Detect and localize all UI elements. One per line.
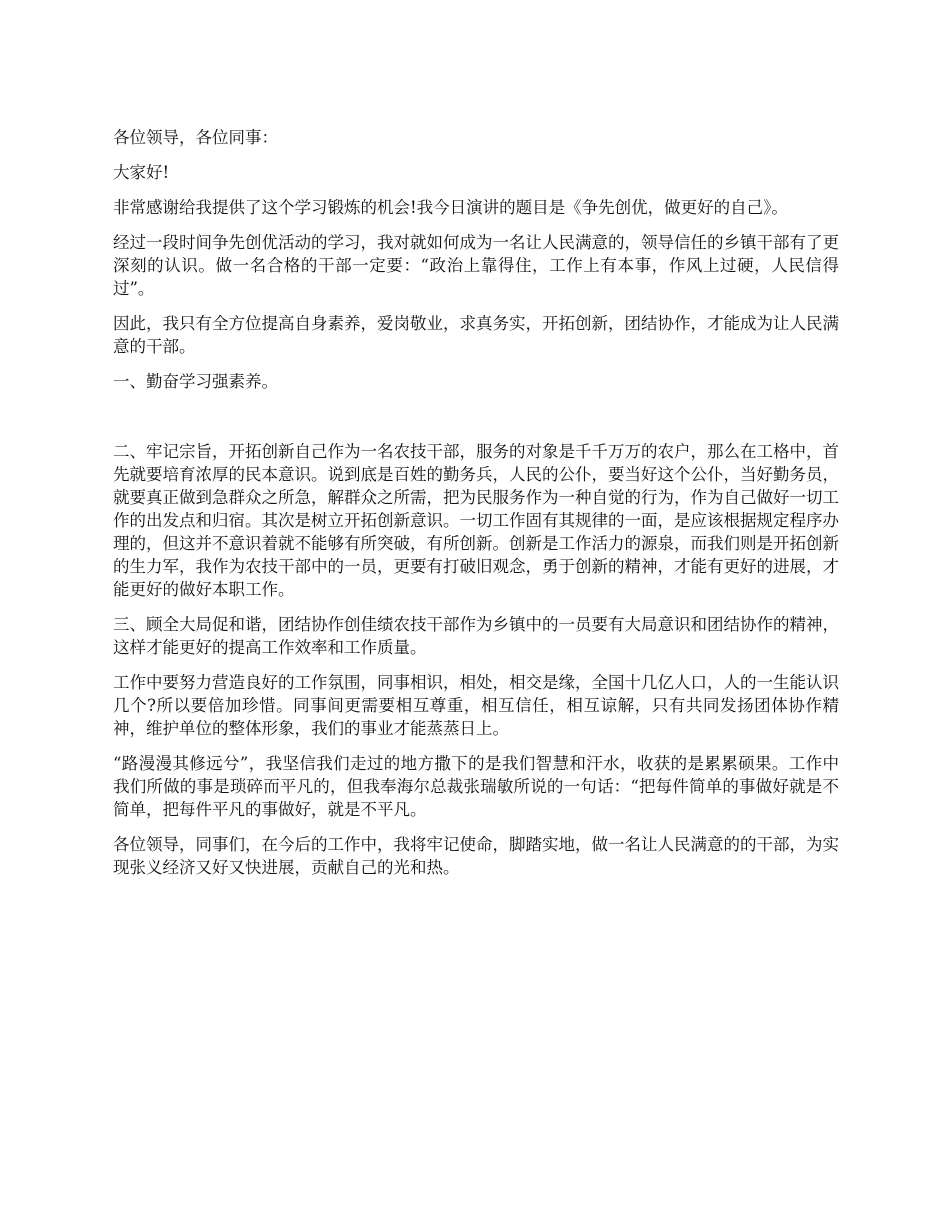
body-paragraph: 经过一段时间争先创优活动的学习，我对就如何成为一名让人民满意的，领导信任的乡镇干部有了更深刻的认识。做一名合格的干部一定要：“政治上靠得住，工作上有本事，作风上过硬，人民信得过”。 [113, 233, 839, 298]
body-paragraph: “路漫漫其修远兮”，我坚信我们走过的地方撒下的是我们智慧和汗水，收获的是累累硕果。工作中我们所做的事是琐碎而平凡的，但我奉海尔总裁张瑞敏所说的一句话：“把每件简单的事做好就是不简单，把每件平凡的事做好，就是不平凡。 [113, 754, 839, 819]
closing-paragraph: 各位领导，同事们，在今后的工作中，我将牢记使命，脚踏实地，做一名让人民满意的的干部，为实现张义经济又好又快进展，贡献自己的光和热。 [113, 835, 839, 877]
greeting: 大家好! [113, 163, 170, 182]
section-2-paragraph: 二、牢记宗旨，开拓创新自己作为一名农技干部，服务的对象是千千万万的农户，那么在工格中，首先就要培育浓厚的民本意识。说到底是百姓的勤务兵，人民的公仆，要当好这个公仆，当好勤务员，就要真正做到急群众之所急，解群众之所需，把为民服务作为一种自觉的行为，作为自己做好一切工作的出发点和归宿。其次是树立开拓创新意识。一切工作固有其规律的一面，是应该根据规定程序办理的，但这并不意识着就不能够有所突破，有所创新。创新是工作活力的源泉，而我们则是开拓创新的生力军，我作为农技干部中的一员，更要有打破旧观念，勇于创新的精神，才能有更好的进展，才能更好的做好本职工作。 [113, 442, 839, 599]
salutation: 各位领导，各位同事： [113, 128, 278, 147]
section-3-paragraph: 三、顾全大局促和谐，团结协作创佳绩农技干部作为乡镇中的一员要有大局意识和团结协作的精神，这样才能更好的提高工作效率和工作质量。 [113, 615, 839, 657]
body-paragraph: 工作中要努力营造良好的工作氛围，同事相识，相处，相交是缘，全国十几亿人口，人的一生能认识几个?所以要倍加珍惜。同事间更需要相互尊重，相互信任，相互谅解，只有共同发扬团体协作精神，维护单位的整体形象，我们的事业才能蒸蒸日上。 [113, 673, 839, 738]
blank-spacer [113, 405, 839, 440]
document-body [113, 126, 839, 891]
intro-paragraph: 非常感谢给我提供了这个学习锻炼的机会!我今日演讲的题目是《争先创优，做更好的自己》。 [113, 198, 788, 217]
body-paragraph: 因此，我只有全方位提高自身素养，爱岗敬业，求真务实，开拓创新，团结协作，才能成为让人民满意的干部。 [113, 314, 839, 356]
section-heading-1: 一、勤奋学习强素养。 [113, 372, 278, 391]
